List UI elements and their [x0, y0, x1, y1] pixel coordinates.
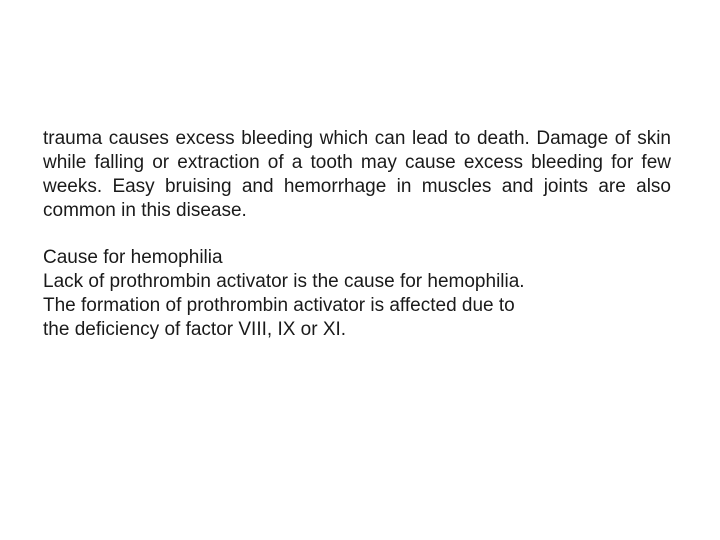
body-line-3: the deficiency of factor VIII, IX or XI. — [43, 319, 347, 340]
slide-text-body — [43, 127, 671, 342]
body-line-2: The formation of prothrombin activator is affected due to — [43, 295, 515, 316]
section-heading-cause: Cause for hemophilia — [43, 247, 223, 268]
paragraph-trauma-bleeding: trauma causes excess bleeding which can lead to death. Damage of skin while falling or extraction of a tooth may cause excess bleeding for few weeks. Easy bruising and hemorrhage in muscles and joints are also common in this disease. — [43, 128, 671, 221]
paragraph-spacer — [43, 223, 671, 246]
body-line-1: Lack of prothrombin activator is the cause for hemophilia. — [43, 271, 525, 292]
